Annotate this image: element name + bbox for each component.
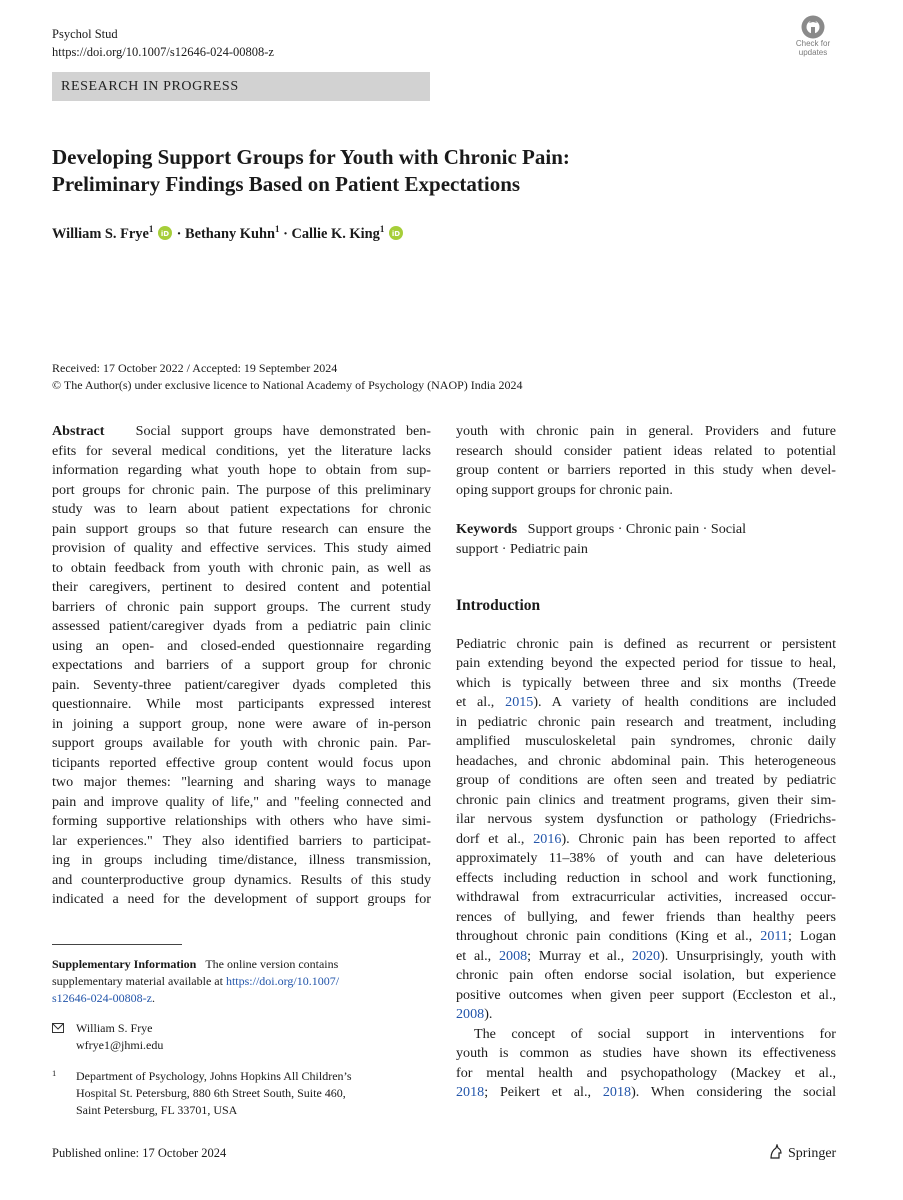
section-banner: RESEARCH IN PROGRESS — [52, 72, 430, 101]
check-updates-icon — [800, 14, 826, 40]
intro-paragraph-1 — [456, 635, 836, 1025]
text-line: chronic pain often endorse social isolation, but experience — [456, 967, 836, 983]
citation-link[interactable]: 2008 — [456, 1006, 485, 1022]
text-line: approximately 11–38% of youth and can have deleterious — [456, 850, 836, 866]
text-line: youth with chronic pain in general. Providers and future — [456, 423, 836, 439]
author-name[interactable]: Callie K. King — [291, 226, 380, 242]
text-line: oping support groups for chronic pain. — [456, 481, 673, 498]
svg-text:iD: iD — [160, 230, 170, 238]
envelope-icon — [52, 1023, 64, 1033]
received-accepted: Received: 17 October 2022 / Accepted: 19 September 2024 — [52, 361, 338, 375]
author-list — [52, 224, 404, 244]
text-fragment: ). Chronic pain has been reported to affect — [561, 830, 836, 847]
keywords-line: Keywords Support groups · Chronic pain · Social — [456, 521, 747, 537]
author-affil-sup: 1 — [148, 224, 154, 234]
text-line: port groups for chronic pain. The purpose of this preliminary — [52, 481, 431, 498]
text-fragment: ). — [484, 1006, 493, 1022]
article-title — [52, 144, 812, 198]
suppl-link[interactable]: s12646-024-00808-z — [52, 991, 152, 1006]
text-line: youth is common as studies have shown its effectiveness — [456, 1045, 836, 1061]
citation-link[interactable]: 2018 — [456, 1084, 485, 1100]
text-fragment: ). When considering the social — [631, 1084, 836, 1100]
text-line — [456, 1083, 836, 1103]
text-line: effects including reduction in school and work functioning, — [456, 869, 836, 886]
publisher-name: Springer — [788, 1146, 837, 1161]
correspondence — [52, 1020, 163, 1054]
text-line: efits for several medical conditions, yet the literature lacks — [52, 442, 431, 459]
text-line: two major themes: "learning and sharing ways to manage — [52, 774, 431, 790]
keywords-heading: Keywords — [456, 521, 518, 537]
published-online: Published online: 17 October 2024 — [52, 1146, 227, 1160]
text-fragment: ). A variety of health conditions are included — [533, 694, 837, 710]
text-line: barriers of chronic pain support groups. The current study — [52, 598, 431, 615]
affiliation-number: 1 — [52, 1068, 57, 1078]
suppl-heading: Supplementary Information — [52, 957, 197, 971]
text-line: chronic pain clinics and treatment programs, given their sim- — [456, 791, 836, 808]
affiliation-line: Saint Petersburg, FL 33701, USA — [76, 1103, 238, 1118]
title-line: Developing Support Groups for Youth with Chronic Pain: — [52, 145, 570, 169]
abstract-heading: Abstract — [52, 423, 105, 439]
author-separator: · — [172, 226, 185, 242]
journal-name: Psychol Stud — [52, 27, 118, 41]
text-line: headaches, and chronic abdominal pain. This heterogeneous — [456, 752, 836, 769]
text-line: to obtain feedback from youth with chronic pain, as well as — [52, 559, 431, 576]
text-line: indicated a need for the development of support groups for — [52, 891, 431, 907]
text-fragment: et al., — [456, 694, 506, 710]
text-fragment: et al., — [456, 947, 499, 964]
text-line: for mental health and psychopathology (Mackey et al., — [456, 1064, 836, 1081]
text-fragment: throughout chronic pain conditions (King et al., — [456, 928, 761, 944]
footnote-rule — [52, 944, 182, 945]
title-line: Preliminary Findings Based on Patient Expectations — [52, 172, 521, 196]
text-line: amplified musculoskeletal pain syndromes, chronic daily — [456, 733, 836, 749]
svg-text:iD: iD — [391, 230, 401, 238]
introduction-heading: Introduction — [456, 597, 541, 614]
text-line: ing in groups including time/distance, illness transmission, — [52, 852, 431, 868]
author-name[interactable]: William S. Frye — [52, 226, 149, 242]
suppl-link[interactable]: https://doi.org/10.1007/ — [225, 974, 340, 989]
right-column — [456, 422, 836, 1103]
check-updates-line-1: Check for — [795, 39, 831, 48]
text-line: forming supportive relationships with others who have simi- — [52, 813, 431, 829]
orcid-icon[interactable] — [389, 226, 403, 240]
text-line: ticipants reported effective group content would focus upon — [52, 754, 431, 771]
affiliation-line: Hospital St. Petersburg, 880 6th Street South, Suite 460, — [76, 1086, 346, 1101]
text-line: pain extending beyond the expected period for tissue to heal, — [456, 655, 836, 671]
keywords-line: support · Pediatric pain — [456, 540, 588, 557]
abstract-first-line: Abstract Social support groups have demonstrated ben- — [52, 423, 431, 439]
publisher-logo — [768, 1144, 836, 1162]
text-line: in pediatric chronic pain research and treatment, including — [456, 713, 836, 730]
text-fragment: ; Murray et al., — [527, 947, 632, 964]
affiliation-line: Department of Psychology, Johns Hopkins All Children’s — [76, 1069, 352, 1083]
text-line: assessed patient/caregiver dyads from a pediatric pain clinic — [52, 618, 431, 634]
affiliation — [52, 1068, 352, 1120]
text-line — [456, 830, 836, 850]
citation-link[interactable]: 2020 — [631, 947, 661, 964]
supplementary-info — [52, 956, 431, 1008]
doi-link[interactable]: https://doi.org/10.1007/s12646-024-00808-z — [52, 45, 274, 59]
text-line: withdrawal from extracurricular activities, increased occur- — [456, 889, 836, 905]
text-line: pain support groups so that future research can ensure the — [52, 520, 431, 537]
text-line: pain and improve quality of life," and "feeling connected and — [52, 793, 431, 810]
text-fragment: ). Unsurprisingly, youth with — [660, 947, 836, 964]
text-line — [456, 1005, 836, 1025]
text-line: support groups available for youth with chronic pain. Par- — [52, 735, 431, 751]
suppl-line: s12646-024-00808-z. — [52, 991, 155, 1006]
corresponding-email[interactable]: wfrye1@jhmi.edu — [76, 1038, 164, 1053]
text-fragment: ; Peikert et al., — [484, 1084, 603, 1100]
text-line: provision of quality and effective services. This study aimed — [52, 540, 431, 556]
text-line: group content or barriers reported in this study when devel- — [456, 462, 836, 478]
text-line: Pediatric chronic pain is defined as recurrent or persistent — [456, 635, 836, 652]
springer-horse-icon — [768, 1144, 784, 1160]
text-line: information regarding what youth hope to obtain from sup- — [52, 462, 431, 478]
text-line: their caregivers, pertinent to desired content and potential — [52, 579, 431, 595]
suppl-line: Supplementary Information The online version contains — [52, 957, 339, 971]
author-separator: · — [279, 226, 292, 242]
text-line: The concept of social support in interventions for — [474, 1025, 836, 1042]
text-line — [456, 693, 836, 713]
citation-link[interactable]: 2015 — [505, 694, 534, 710]
text-line: using an open- and closed-ended questionnaire regarding — [52, 637, 431, 654]
citation-link[interactable]: 2008 — [498, 947, 528, 964]
citation-link[interactable]: 2016 — [533, 830, 562, 847]
text-line: questionnaire. While most participants expressed interest — [52, 696, 431, 712]
text-line: rences of bullying, and fewer friends than healthy peers — [456, 908, 836, 925]
author-affil-sup: 1 — [274, 224, 280, 234]
text-line: in joining a support group, none were aware of in-person — [52, 715, 431, 732]
text-fragment: dorf et al., — [456, 830, 534, 847]
abstract-continued — [456, 422, 836, 500]
text-line: ilar nervous system dysfunction or pathology (Friedrichs- — [456, 811, 836, 827]
text-line: and counterproductive group dynamics. Results of this study — [52, 871, 431, 888]
text-fragment: ; Logan — [787, 928, 836, 944]
text-line — [456, 927, 836, 947]
text-line: study was to learn about patient expectations for chronic — [52, 501, 431, 517]
article-dates — [52, 360, 522, 394]
citation-link[interactable]: 2011 — [760, 928, 788, 944]
text-line: group of conditions are often seen and treated by pediatric — [456, 772, 836, 788]
check-for-updates-badge[interactable] — [788, 14, 838, 60]
text-line: expectations and barriers of a support group for chronic — [52, 657, 431, 673]
text-line: positive outcomes when given peer support (Eccleston et al., — [456, 986, 836, 1003]
journal-header — [52, 25, 274, 61]
abstract-block — [52, 422, 431, 910]
orcid-icon[interactable] — [158, 226, 172, 240]
text-line: which is typically between three and six months (Treede — [456, 674, 836, 691]
suppl-line: supplementary material available at https://doi.org/10.1007/ — [52, 974, 340, 989]
text-line — [456, 947, 836, 967]
author-affil-sup: 1 — [379, 224, 385, 234]
check-updates-line-2: updates — [798, 47, 828, 57]
abstract-body — [52, 442, 431, 910]
author-name[interactable]: Bethany Kuhn — [184, 226, 275, 242]
text-line: pain. Seventy-three patient/caregiver dyads completed this — [52, 676, 431, 693]
intro-paragraph-2 — [456, 1025, 836, 1103]
corresponding-author: William S. Frye — [76, 1021, 153, 1035]
text-line: lar experiences." They also identified barriers to participat- — [52, 832, 431, 849]
citation-link[interactable]: 2018 — [602, 1084, 632, 1100]
copyright-line: © The Author(s) under exclusive licence to National Academy of Psychology (NAOP) India 2024 — [52, 378, 523, 392]
text-line: research should consider patient ideas related to potential — [456, 442, 836, 459]
